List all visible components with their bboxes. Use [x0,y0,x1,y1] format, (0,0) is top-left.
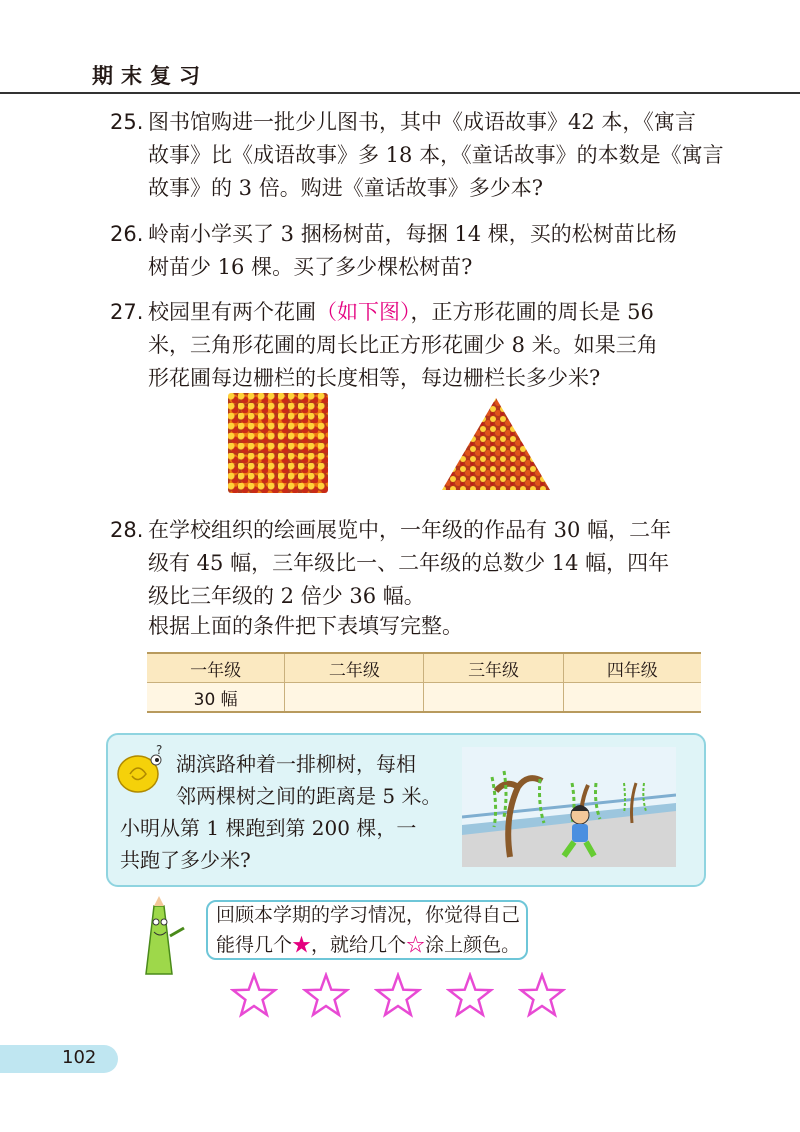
problem-text-line: 故事》比《成语故事》多 18 本，《童话故事》的本数是《寓言 [148,143,724,167]
problem-text-line: 岭南小学买了 3 捆杨树苗，每捆 14 棵，买的松树苗比杨 [148,222,677,246]
header-divider [0,92,800,94]
problem-text-line [148,296,710,329]
table-cell-blank[interactable] [424,683,563,713]
figure-reference: （如下图） [316,300,411,324]
grade-works-table [147,652,701,713]
problem-text-line: 级有 45 幅，三年级比一、二年级的总数少 14 幅，四年 [148,551,670,575]
triangle-flower-bed-image [440,396,552,492]
rating-star-icon[interactable] [302,972,350,1020]
challenge-line: 邻两棵树之间的距离是 5 米。 [176,784,442,808]
rating-star-icon[interactable] [518,972,566,1020]
bubble-line [216,930,526,960]
bubble-segment: 涂上颜色。 [425,934,521,956]
rating-star-icon[interactable] [374,972,422,1020]
table-header-row [147,653,701,683]
problem-number: 28. [110,518,144,542]
problem-text-segment: ，正方形花圃的周长是 56 [410,300,654,324]
problem-text-line: 在学校组织的绘画展览中，一年级的作品有 30 幅，二年 [148,518,672,542]
problem-26 [110,218,710,284]
problem-text-line: 形花圃每边栅栏的长度相等，每边栅栏长多少米? [148,366,601,390]
problem-number: 25. [110,110,144,134]
challenge-text [120,748,450,876]
page-number-tab [0,1045,118,1073]
rating-star-icon[interactable] [446,972,494,1020]
challenge-line: 小明从第 1 棵跑到第 200 棵，一 [120,816,417,840]
page-number: 102 [62,1047,97,1068]
table-header-cell: 三年级 [424,653,563,683]
table-instruction: 根据上面的条件把下表填写完整。 [148,614,463,638]
pencil-mascot-icon [134,896,194,976]
table-row [147,683,701,713]
challenge-line: 共跑了多少米? [120,848,251,872]
bubble-segment: 能得几个 [216,934,293,956]
table-header-cell: 二年级 [285,653,424,683]
problem-text-line: 树苗少 16 棵。买了多少棵松树苗? [148,255,473,279]
self-review-text [216,900,526,960]
problem-text-line: 级比三年级的 2 倍少 36 幅。 [148,584,425,608]
bubble-segment: ，就给几个 [311,934,407,956]
page-header-title: 期末复习 [92,64,208,88]
problem-text-line: 图书馆购进一批少儿图书，其中《成语故事》42 本，《寓言 [148,110,696,134]
empty-star-icon: ☆ [406,934,426,956]
bubble-line: 回顾本学期的学习情况，你觉得自己 [216,904,521,926]
table-cell: 30 幅 [147,683,285,713]
filled-star-icon: ★ [292,934,312,956]
willow-trees-runner-illustration [462,747,676,867]
rating-star-icon[interactable] [230,972,278,1020]
challenge-line: 湖滨路种着一排柳树，每相 [176,752,416,776]
table-header-cell: 一年级 [147,653,285,683]
svg-text:?: ? [156,744,163,757]
table-cell-blank[interactable] [285,683,424,713]
problem-number: 27. [110,300,144,324]
problem-28 [110,514,710,613]
problem-27 [110,296,710,395]
table-cell-blank[interactable] [563,683,701,713]
problem-text-line: 米，三角形花圃的周长比正方形花圃少 8 米。如果三角 [148,333,658,357]
rating-stars [230,972,566,1020]
square-flower-bed-image [228,393,328,493]
problem-text-line: 故事》的 3 倍。购进《童话故事》多少本? [148,176,543,200]
table-header-cell: 四年级 [563,653,701,683]
problem-text-segment: 校园里有两个花圃 [148,300,316,324]
problem-number: 26. [110,222,144,246]
problem-25 [110,106,724,205]
